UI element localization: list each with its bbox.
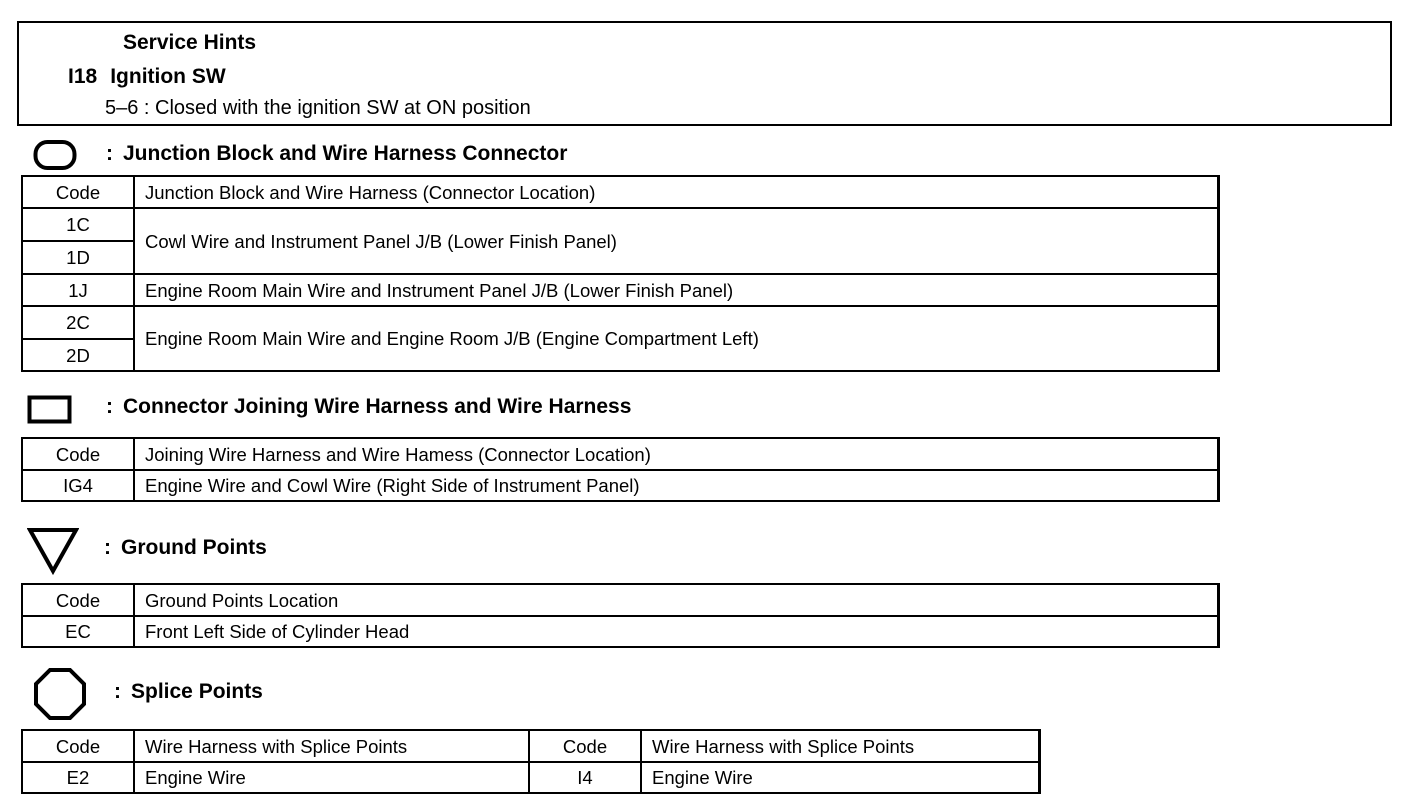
header-desc-left: Wire Harness with Splice Points (134, 730, 529, 762)
heading-text: Junction Block and Wire Harness Connector (123, 142, 568, 165)
table-header-row (22, 584, 1218, 616)
row-code: EC (22, 616, 134, 647)
heading-colon: : (104, 536, 111, 559)
header-code: Code (22, 438, 134, 470)
header-code: Code (22, 584, 134, 616)
table-row (22, 274, 1218, 306)
connector-joining-heading (106, 394, 631, 420)
table-header-row (22, 438, 1218, 470)
table-row (22, 616, 1218, 647)
table-row (22, 208, 1218, 241)
row-desc: Front Left Side of Cylinder Head (134, 616, 1218, 647)
component-name: Ignition SW (110, 65, 226, 88)
header-desc: Junction Block and Wire Harness (Connector Location) (134, 176, 1218, 208)
heading-colon: : (106, 142, 113, 165)
ground-points-heading (104, 535, 267, 561)
row-code: 1J (22, 274, 134, 306)
table-header-row (22, 730, 1039, 762)
connector-joining-table (21, 437, 1220, 502)
row-desc: Cowl Wire and Instrument Panel J/B (Lower Finish Panel) (134, 208, 1218, 274)
table-row (22, 470, 1218, 501)
rounded-rectangle-icon (33, 139, 77, 171)
service-hints-box (17, 21, 1392, 126)
row-desc-right: Engine Wire (641, 762, 1039, 793)
row-code-left: E2 (22, 762, 134, 793)
splice-points-heading (114, 679, 263, 705)
ground-points-table (21, 583, 1220, 648)
header-desc-right: Wire Harness with Splice Points (641, 730, 1039, 762)
service-hints-title: Service Hints (99, 29, 280, 57)
component-line (68, 65, 226, 89)
junction-block-heading (106, 141, 567, 167)
octagon-icon (33, 667, 87, 721)
heading-colon: : (114, 680, 121, 703)
header-desc: Ground Points Location (134, 584, 1218, 616)
row-desc: Engine Room Main Wire and Instrument Panel J/B (Lower Finish Panel) (134, 274, 1218, 306)
row-code: IG4 (22, 470, 134, 501)
triangle-down-icon (27, 526, 79, 576)
heading-text: Connector Joining Wire Harness and Wire Harness (123, 395, 632, 418)
component-detail: 5–6 : Closed with the ignition SW at ON position (105, 97, 531, 119)
row-code-right: I4 (529, 762, 641, 793)
table-row (22, 762, 1039, 793)
row-desc-left: Engine Wire (134, 762, 529, 793)
header-code: Code (22, 176, 134, 208)
heading-text: Ground Points (121, 536, 267, 559)
rectangle-icon (27, 395, 73, 425)
heading-text: Splice Points (131, 680, 263, 703)
header-code-left: Code (22, 730, 134, 762)
row-desc: Engine Wire and Cowl Wire (Right Side of Instrument Panel) (134, 470, 1218, 501)
header-desc: Joining Wire Harness and Wire Hamess (Connector Location) (134, 438, 1218, 470)
junction-block-table (21, 175, 1220, 372)
component-code: I18 (68, 65, 98, 88)
header-code-right: Code (529, 730, 641, 762)
row-code: 1C (22, 208, 134, 241)
heading-colon: : (106, 395, 113, 418)
table-header-row (22, 176, 1218, 208)
splice-points-table (21, 729, 1041, 794)
table-row (22, 306, 1218, 339)
row-code: 1D (22, 241, 134, 274)
row-desc: Engine Room Main Wire and Engine Room J/B (Engine Compartment Left) (134, 306, 1218, 371)
row-code: 2C (22, 306, 134, 339)
row-code: 2D (22, 339, 134, 371)
